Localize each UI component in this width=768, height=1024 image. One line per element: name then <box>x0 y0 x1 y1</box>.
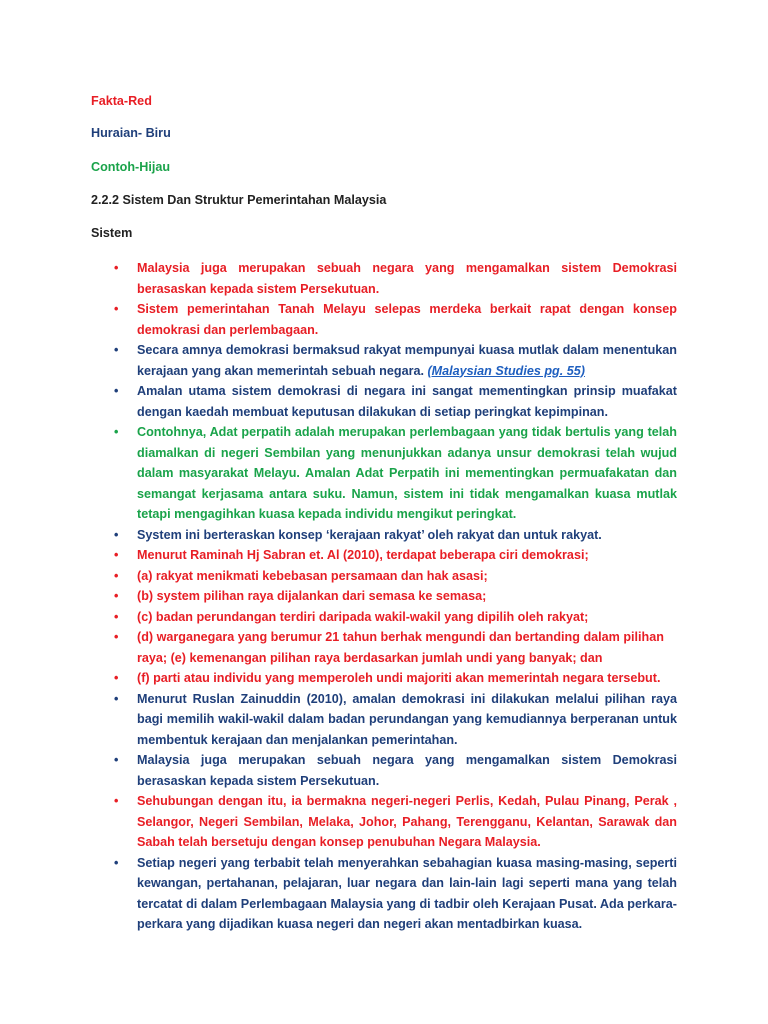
bullet-icon: • <box>114 384 119 398</box>
section-title: 2.2.2 Sistem Dan Struktur Pemerintahan Malaysia <box>91 193 387 207</box>
bullet-icon: • <box>114 548 119 562</box>
bullet-list <box>91 258 677 935</box>
list-item-text: Amalan utama sistem demokrasi di negara ini sangat mementingkan prinsip muafakat dengan kaedah membuat keputusan dilakukan di setiap peringkat kepimpinan. <box>137 384 677 419</box>
bullet-icon: • <box>114 630 119 644</box>
list-item-text: System ini berteraskan konsep ‘kerajaan rakyat’ oleh rakyat dan untuk rakyat. <box>137 527 602 542</box>
bullet-icon: • <box>114 589 119 603</box>
bullet-icon: • <box>114 425 119 439</box>
bullet-icon: • <box>114 527 119 542</box>
bullet-icon: • <box>114 794 119 808</box>
list-item <box>91 381 677 422</box>
list-item-text: Malaysia juga merupakan sebuah negara yang mengamalkan sistem Demokrasi berasaskan kepada sistem Persekutuan. <box>137 261 677 296</box>
list-item <box>91 668 677 689</box>
list-item <box>91 566 677 587</box>
bullet-icon: • <box>114 261 119 275</box>
list-item-text: Contohnya, Adat perpatih adalah merupakan perlembagaan yang tidak bertulis yang telah diamalkan di negeri Sembilan yang menunjukkan adanya unsur demokrasi telah wujud dalam masyarakat Melayu. Amalan Adat Perpatih ini mementingkan permuafakatan dan semangat kerjasama antara suku. Namun, sistem ini tidak mengamalkan kuasa mutlak tetapi mengagihkan kuasa kepada individu mengikut peringkat. <box>137 425 677 521</box>
subheading: Sistem <box>91 226 133 240</box>
list-item <box>91 258 677 299</box>
bullet-icon: • <box>114 343 119 357</box>
list-item-text: Sistem pemerintahan Tanah Melayu selepas merdeka berkait rapat dengan konsep demokrasi dan perlembagaan. <box>137 302 677 337</box>
list-item <box>91 340 677 381</box>
list-item-text: (f) parti atau individu yang memperoleh undi majoriti akan memerintah negara tersebut. <box>137 671 661 685</box>
list-item <box>91 586 677 607</box>
list-item <box>91 853 677 935</box>
bullet-icon: • <box>114 671 119 685</box>
list-item-text: (a) rakyat menikmati kebebasan persamaan dan hak asasi; <box>137 568 488 583</box>
list-item <box>91 627 677 668</box>
bullet-icon: • <box>114 855 119 870</box>
list-item-text: Sehubungan dengan itu, ia bermakna negeri-negeri Perlis, Kedah, Pulau Pinang, Perak , Selangor, Negeri Sembilan, Melaka, Johor, Pahang, Terengganu, Kelantan, Sarawak dan Sabah telah bersetuju dengan konsep penubuhan Negara Malaysia. <box>137 794 677 849</box>
bullet-icon: • <box>114 609 119 624</box>
list-item-text: Secara amnya demokrasi bermaksud rakyat mempunyai kuasa mutlak dalam menentukan kerajaan yang akan memerintah sebuah negara. <box>137 343 677 378</box>
list-item-text: Menurut Ruslan Zainuddin (2010), amalan demokrasi ini dilakukan melalui pilihan raya bagi memilih wakil-wakil dalam badan perundangan yang kemudiannya berperanan untuk membentuk kerajaan dan menjalankan pemerintahan. <box>137 691 677 747</box>
list-item-text: Setiap negeri yang terbabit telah menyerahkan sebahagian kuasa masing-masing, seperti kewangan, pertahanan, pelajaran, luar negara dan lain-lain lagi seperti mana yang telah tercatat di dalam Perlembagaan Malaysia yang di tadbir oleh Kerajaan Pusat. Ada perkara-perkara yang dijadikan kuasa negeri dan negeri akan mentadbirkan kuasa. <box>137 855 677 931</box>
reference-link[interactable]: (Malaysian Studies pg. 55) <box>427 363 585 378</box>
bullet-icon: • <box>114 568 119 583</box>
list-item <box>91 750 677 791</box>
bullet-icon: • <box>114 753 119 767</box>
list-item-text: (b) system pilihan raya dijalankan dari semasa ke semasa; <box>137 589 487 603</box>
list-item <box>91 607 677 628</box>
list-item-text: Malaysia juga merupakan sebuah negara yang mengamalkan sistem Demokrasi berasaskan kepada sistem Persekutuan. <box>137 753 677 788</box>
list-item <box>91 422 677 525</box>
list-item-text: (c) badan perundangan terdiri daripada wakil-wakil yang dipilih oleh rakyat; <box>137 609 589 624</box>
list-item <box>91 791 677 853</box>
bullet-icon: • <box>114 691 119 706</box>
list-item <box>91 525 677 546</box>
list-item-text: Menurut Raminah Hj Sabran et. Al (2010), terdapat beberapa ciri demokrasi; <box>137 548 589 562</box>
legend-fakta: Fakta-Red <box>91 94 152 108</box>
list-item-text: (d) warganegara yang berumur 21 tahun berhak mengundi dan bertanding dalam pilihan raya; (e) kemenangan pilihan raya berdasarkan jumlah undi yang banyak; dan <box>137 630 664 665</box>
list-item <box>91 545 677 566</box>
legend-contoh: Contoh-Hijau <box>91 160 171 174</box>
legend-huraian: Huraian- Biru <box>91 126 171 140</box>
bullet-icon: • <box>114 302 119 316</box>
list-item <box>91 299 677 340</box>
list-item <box>91 689 677 751</box>
